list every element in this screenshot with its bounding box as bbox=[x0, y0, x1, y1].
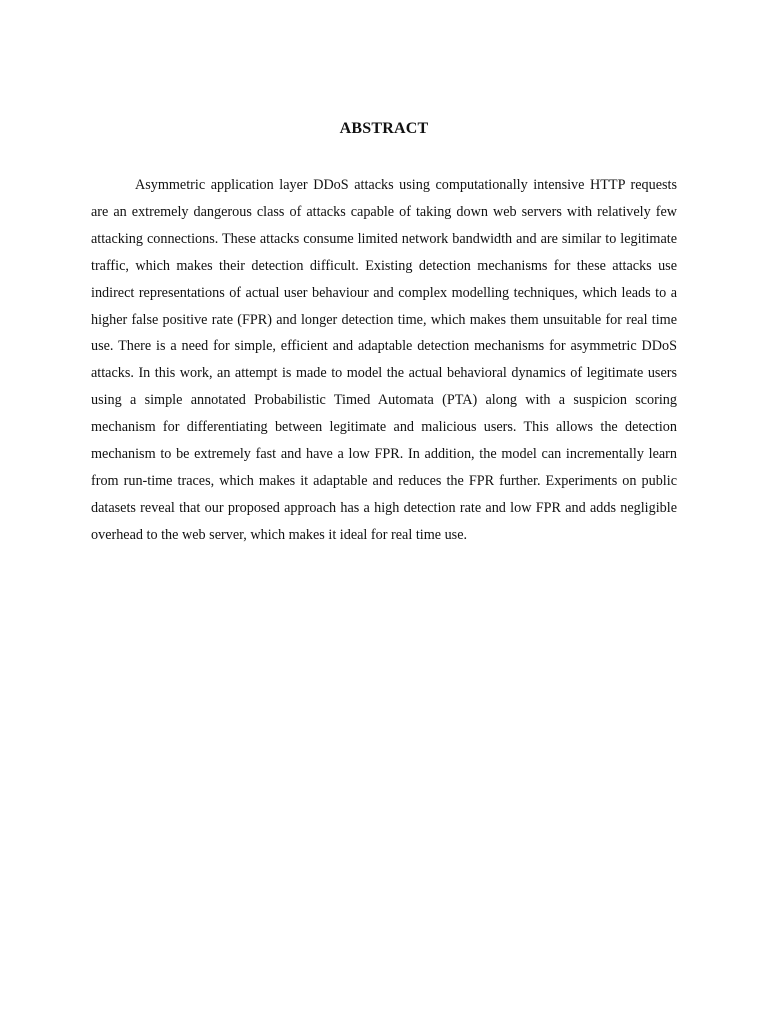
abstract-heading: ABSTRACT bbox=[339, 120, 429, 137]
abstract-paragraph: Asymmetric application layer DDoS attacks using computationally intensive HTTP requests are an extremely dangerous class of attacks capable of taking down web servers with relatively few attacking connections. These attacks consume limited network bandwidth and are similar to legitimate traffic, which makes their detection difficult. Existing detection mechanisms for these attacks use indirect representations of actual user behaviour and complex modelling techniques, which leads to a higher false positive rate (FPR) and longer detection time, which makes them unsuitable for real time use. There is a need for simple, efficient and adaptable detection mechanisms for asymmetric DDoS attacks. In this work, an attempt is made to model the actual behavioral dynamics of legitimate users using a simple annotated Probabilistic Timed Automata (PTA) along with a suspicion scoring mechanism for differentiating between legitimate and malicious users. This allows the detection mechanism to be extremely fast and have a low FPR. In addition, the model can incrementally learn from run-time traces, which makes it adaptable and reduces the FPR further. Experiments on public datasets reveal that our proposed approach has a high detection rate and low FPR and adds negligible overhead to the web server, which makes it ideal for real time use. bbox=[91, 177, 677, 543]
